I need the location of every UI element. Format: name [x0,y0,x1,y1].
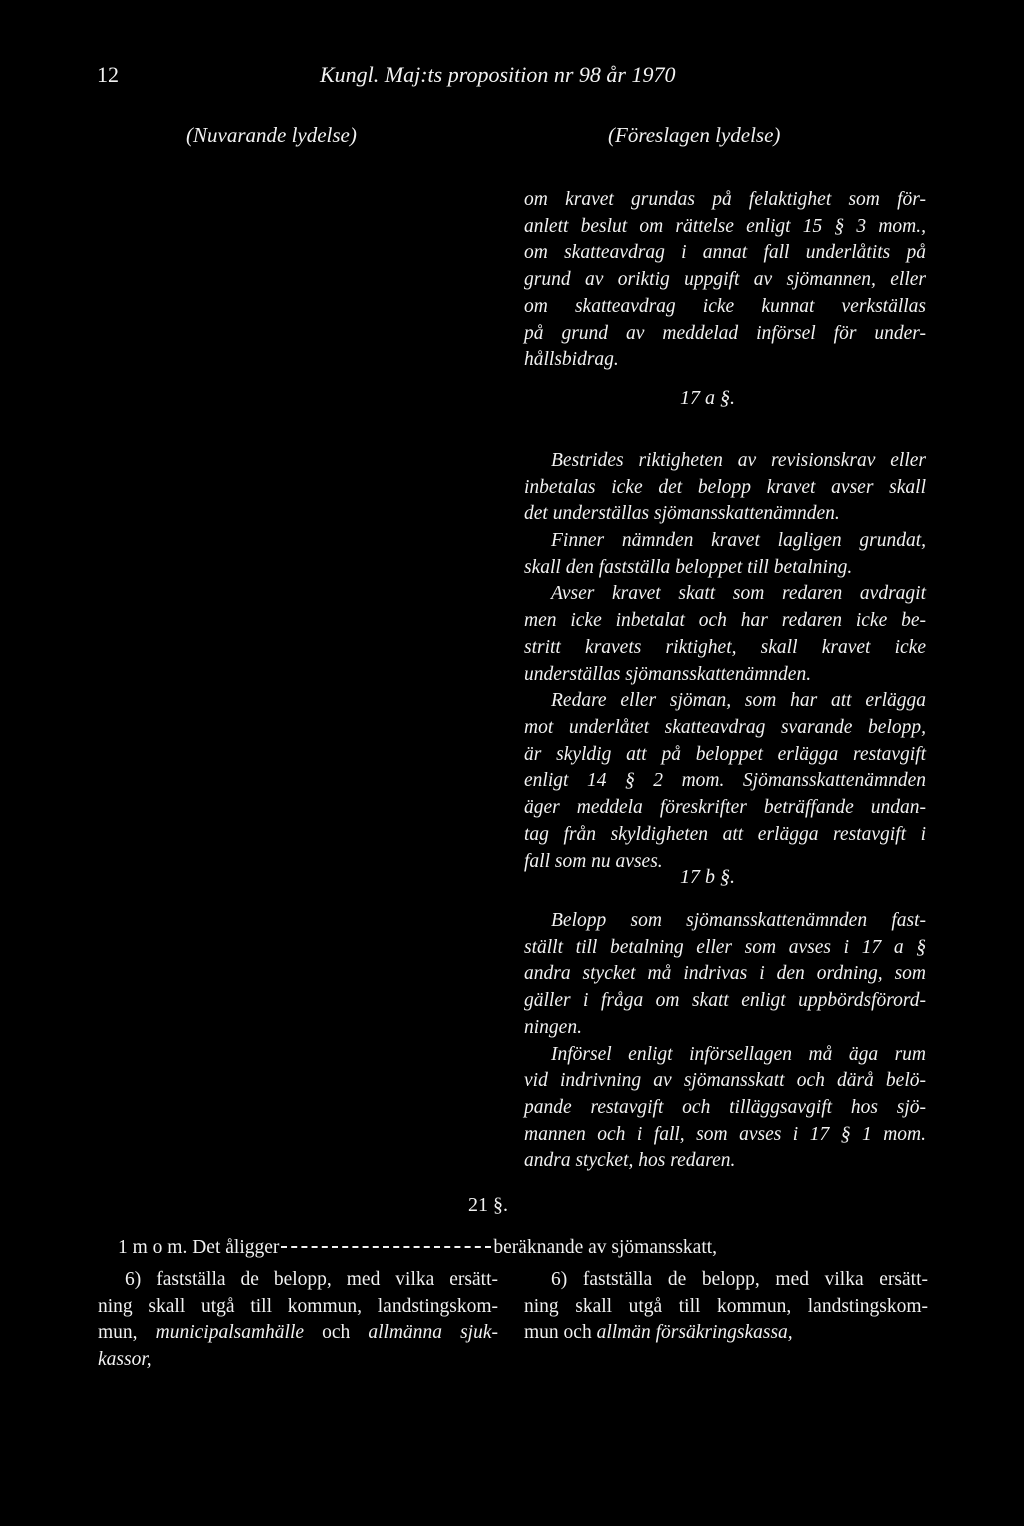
text-line: kassor, [98,1348,152,1370]
page-number: 12 [97,62,119,87]
text-line: grund av oriktig uppgift av sjömannen, eller [524,269,926,291]
proposed-text-block-1 [524,187,926,374]
section-21-intro-line [118,1237,717,1259]
section-21-heading: 21 §. [468,1194,508,1216]
text-line [524,1320,928,1347]
text-line: fall som nu avses. [524,850,663,872]
dashed-ellipsis [281,1246,491,1248]
text-fragment-italic: allmänna sjuk- [368,1322,498,1343]
text-line: äger meddela föreskrifter beträffande undan- [524,797,926,819]
current-text-column [98,1267,498,1373]
text-line: andra stycket må indrivas i den ordning, som [524,963,926,985]
text-line: underställas sjömansskattenämnden. [524,663,812,685]
section-17b-heading: 17 b §. [680,866,735,888]
text-fragment: och [304,1322,369,1343]
text-line: andra stycket, hos redaren. [524,1150,736,1172]
text-line: ningen. [524,1016,582,1038]
text-fragment: mun och [524,1322,597,1343]
text-line: 6) fastställa de belopp, med vilka ersätt- [551,1269,928,1290]
text-line: tag från skyldigheten att erlägga restavgift i [524,823,926,845]
text-line: 6) fastställa de belopp, med vilka ersätt- [125,1269,498,1290]
proposed-text-column [524,1267,928,1347]
text-line: enligt 14 § 2 mom. Sjömansskattenämnden [524,770,926,792]
text-line: är skyldig att på beloppet erlägga restavgift [524,743,926,765]
text-line: på grund av meddelad införsel för under- [524,322,926,344]
text-line: om kravet grundas på felaktighet som för- [524,189,926,210]
text-fragment: mun, [98,1322,156,1343]
column-heading-current: (Nuvarande lydelse) [186,123,357,147]
text-line: ning skall utgå till kommun, landstingskom- [524,1295,928,1317]
text-line: ställt till betalning eller som avses i 17 a § [524,936,926,958]
text-line: det underställas sjömansskattenämnden. [524,503,840,525]
text-line: men icke inbetalat och har redaren icke be- [524,610,926,632]
text-line: Finner nämnden kravet lagligen grundat, [551,530,926,552]
text-line: stritt kravets riktighet, skall kravet icke [524,636,926,658]
text-line: mot underlåtet skatteavdrag svarande belopp, [524,716,926,738]
text-line: Avser kravet skatt som redaren avdragit [551,583,926,605]
text-line: Införsel enligt införsellagen må äga rum [551,1043,926,1065]
section-17a-heading: 17 a §. [680,387,735,409]
text-line: Belopp som sjömansskattenämnden fast- [551,910,926,931]
text-line: ning skall utgå till kommun, landstingskom- [98,1295,498,1317]
text-line: inbetalas icke det belopp kravet avser skall [524,476,926,498]
text-line: skall den fastställa beloppet till betalning. [524,556,853,578]
text-line: om skatteavdrag i annat fall underlåtits på [524,242,926,264]
text-line: anlett beslut om rättelse enligt 15 § 3 mom., [524,215,926,237]
text-line: mannen och i fall, som avses i 17 § 1 mom. [524,1123,926,1145]
text-line: Redare eller sjöman, som har att erlägga [551,690,926,712]
text-line: pande restavgift och tilläggsavgift hos sjö- [524,1096,926,1118]
text-line: gäller i fråga om skatt enligt uppbördsförord- [524,990,926,1012]
text-line: hållsbidrag. [524,349,619,371]
text-line: Bestrides riktigheten av revisionskrav eller [551,450,926,471]
text-line [98,1320,498,1347]
running-title: Kungl. Maj:ts proposition nr 98 år 1970 [320,62,676,87]
column-heading-proposed: (Föreslagen lydelse) [608,123,781,147]
intro-end: beräknande av sjömansskatt, [493,1237,718,1258]
section-17b-body [524,908,926,1175]
text-line: vid indrivning av sjömansskatt och därå belö- [524,1070,926,1092]
text-fragment-italic: allmän försäkringskassa, [596,1322,793,1343]
text-fragment-italic: municipalsamhälle [155,1322,305,1343]
text-line: om skatteavdrag icke kunnat verkställas [524,295,926,317]
section-17a-body [524,448,926,875]
intro-start: 1 m o m. Det åligger [118,1237,280,1258]
